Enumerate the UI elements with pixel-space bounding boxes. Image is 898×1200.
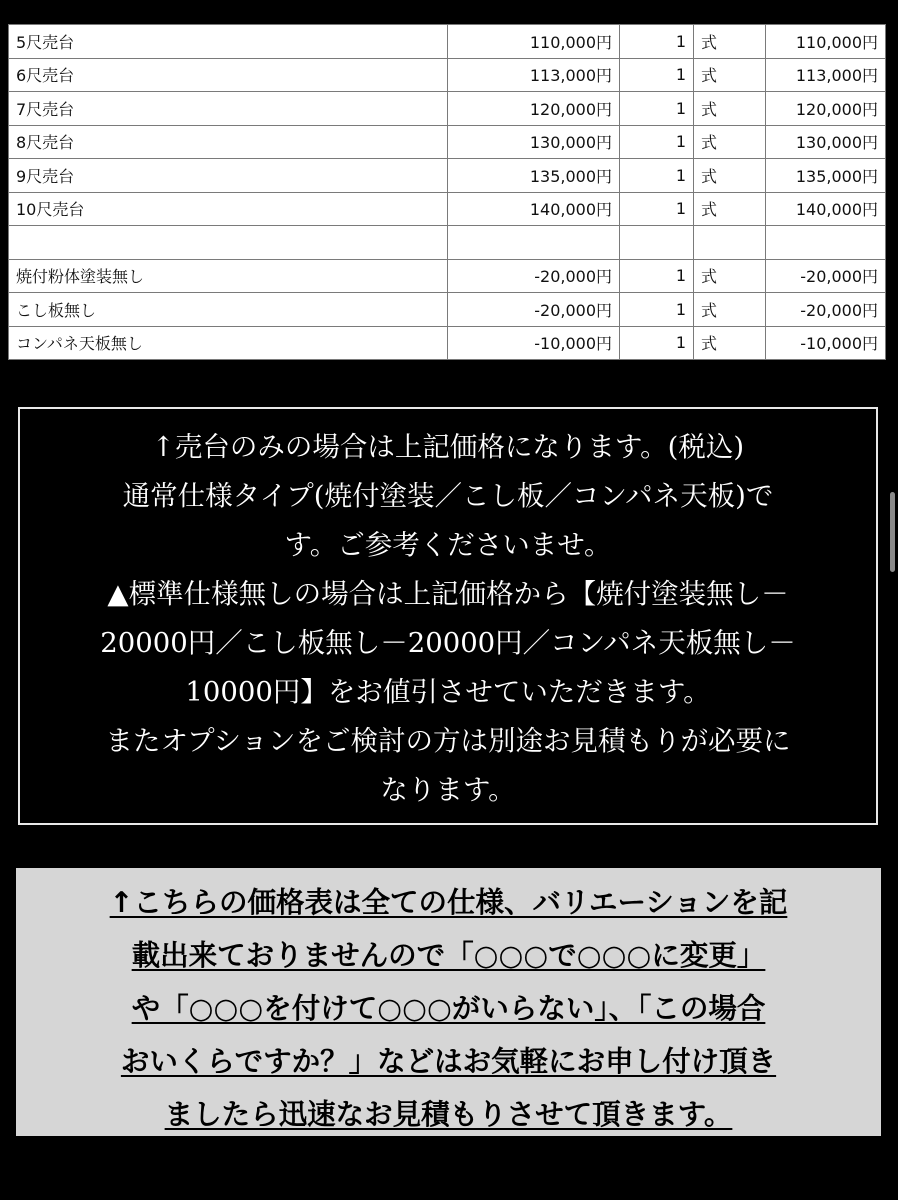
info-line-text: ↑こちらの価格表は全ての仕様、バリエーションを記 xyxy=(109,886,788,919)
table-row xyxy=(9,326,886,360)
table-row xyxy=(9,58,886,92)
unit-price-cell: -20,000円 xyxy=(448,259,620,293)
unit-cell: 式 xyxy=(694,125,766,159)
table-row xyxy=(9,226,886,260)
quantity-cell: 1 xyxy=(620,259,694,293)
scrollbar-thumb[interactable] xyxy=(890,492,895,572)
table-row xyxy=(9,159,886,193)
unit-cell: 式 xyxy=(694,259,766,293)
unit-cell: 式 xyxy=(694,159,766,193)
unit-price-cell: 140,000円 xyxy=(448,192,620,226)
unit-cell: 式 xyxy=(694,25,766,59)
quantity-cell: 1 xyxy=(620,326,694,360)
item-name-cell: 7尺売台 xyxy=(9,92,448,126)
total-price-cell: -20,000円 xyxy=(766,259,886,293)
quantity-cell xyxy=(620,226,694,260)
info-box xyxy=(16,868,881,1136)
item-name-cell: 8尺売台 xyxy=(9,125,448,159)
notice-line: 20000円／こし板無し－20000円／コンパネ天板無し－ xyxy=(100,627,796,659)
unit-cell: 式 xyxy=(694,92,766,126)
unit-price-cell: 113,000円 xyxy=(448,58,620,92)
quantity-cell: 1 xyxy=(620,92,694,126)
total-price-cell: -10,000円 xyxy=(766,326,886,360)
unit-cell: 式 xyxy=(694,58,766,92)
notice-line: 通常仕様タイプ(焼付塗装／こし板／コンパネ天板)で xyxy=(122,480,774,512)
notice-line: ▲標準仕様無しの場合は上記価格から【焼付塗装無し－ xyxy=(107,578,789,610)
unit-price-cell: -20,000円 xyxy=(448,293,620,327)
notice-box xyxy=(18,407,878,825)
quantity-cell: 1 xyxy=(620,125,694,159)
item-name-cell xyxy=(9,226,448,260)
unit-cell: 式 xyxy=(694,326,766,360)
unit-price-cell: 120,000円 xyxy=(448,92,620,126)
info-line-text: ましたら迅速なお見積もりさせて頂きます。 xyxy=(164,1098,733,1131)
item-name-cell: 9尺売台 xyxy=(9,159,448,193)
quantity-cell: 1 xyxy=(620,159,694,193)
unit-price-cell: 130,000円 xyxy=(448,125,620,159)
total-price-cell: -20,000円 xyxy=(766,293,886,327)
unit-cell: 式 xyxy=(694,192,766,226)
notice-line: 10000円】をお値引させていただきます。 xyxy=(185,676,711,708)
item-name-cell: 焼付粉体塗装無し xyxy=(9,259,448,293)
quantity-cell: 1 xyxy=(620,192,694,226)
notice-line: ↑売台のみの場合は上記価格になります。(税込) xyxy=(151,431,745,463)
table-row xyxy=(9,92,886,126)
info-line-text: おいくらですか？」などはお気軽にお申し付け頂き xyxy=(120,1045,777,1078)
info-line-text: 載出来ておりませんので「○○○で○○○に変更」 xyxy=(131,939,766,972)
notice-line: またオプションをご検討の方は別途お見積もりが必要に xyxy=(105,725,791,757)
table-row xyxy=(9,192,886,226)
table-row xyxy=(9,25,886,59)
info-line xyxy=(24,876,873,929)
info-line xyxy=(24,982,873,1035)
total-price-cell xyxy=(766,226,886,260)
table-row xyxy=(9,293,886,327)
price-table-container xyxy=(8,24,886,360)
item-name-cell: 10尺売台 xyxy=(9,192,448,226)
unit-price-cell: 110,000円 xyxy=(448,25,620,59)
info-line-text: や「○○○を付けて○○○がいらない」、「この場合 xyxy=(131,992,766,1025)
item-name-cell: 6尺売台 xyxy=(9,58,448,92)
total-price-cell: 140,000円 xyxy=(766,192,886,226)
info-line xyxy=(24,1088,873,1141)
total-price-cell: 120,000円 xyxy=(766,92,886,126)
info-line xyxy=(24,1035,873,1088)
table-row xyxy=(9,125,886,159)
total-price-cell: 135,000円 xyxy=(766,159,886,193)
total-price-cell: 113,000円 xyxy=(766,58,886,92)
price-table xyxy=(8,24,886,360)
info-line xyxy=(24,929,873,982)
total-price-cell: 110,000円 xyxy=(766,25,886,59)
total-price-cell: 130,000円 xyxy=(766,125,886,159)
item-name-cell: コンパネ天板無し xyxy=(9,326,448,360)
item-name-cell: 5尺売台 xyxy=(9,25,448,59)
table-row xyxy=(9,259,886,293)
unit-price-cell: 135,000円 xyxy=(448,159,620,193)
quantity-cell: 1 xyxy=(620,58,694,92)
quantity-cell: 1 xyxy=(620,25,694,59)
unit-cell xyxy=(694,226,766,260)
unit-cell: 式 xyxy=(694,293,766,327)
item-name-cell: こし板無し xyxy=(9,293,448,327)
notice-line: なります。 xyxy=(380,774,516,806)
notice-line: す。ご参考くださいませ。 xyxy=(284,529,612,561)
quantity-cell: 1 xyxy=(620,293,694,327)
unit-price-cell xyxy=(448,226,620,260)
unit-price-cell: -10,000円 xyxy=(448,326,620,360)
